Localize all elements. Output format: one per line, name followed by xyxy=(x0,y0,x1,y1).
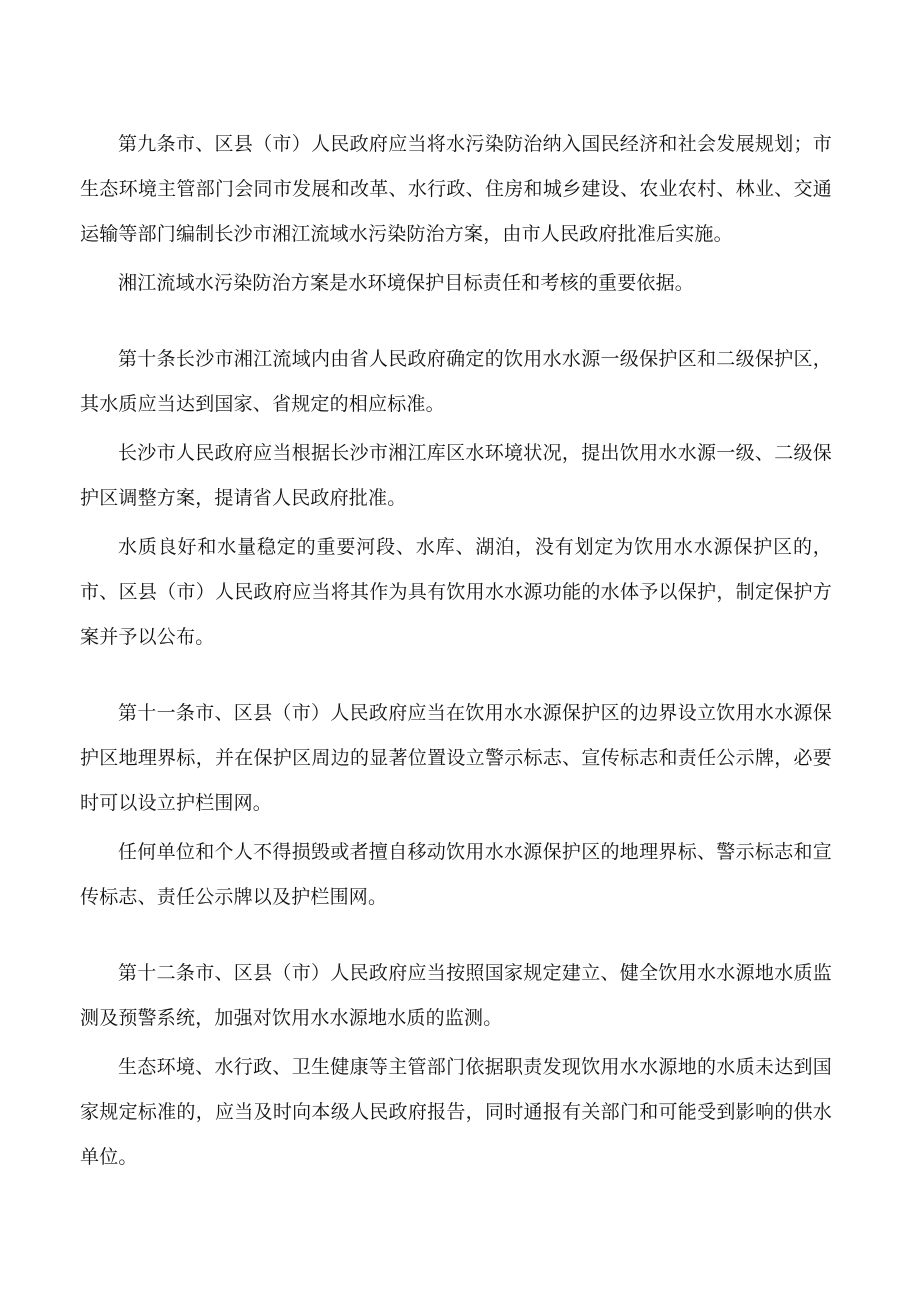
article-9-paragraph-1: 第九条市、区县（市）人民政府应当将水污染防治纳入国民经济和社会发展规划；市生态环境主管部门会同市发展和改革、水行政、住房和城乡建设、农业农村、林业、交通运输等部门编制长沙市湘江流域水污染防治方案，由市人民政府批准后实施。 xyxy=(80,133,832,245)
article-10-paragraph-3: 水质良好和水量稳定的重要河段、水库、湖泊，没有划定为饮用水水源保护区的，市、区县（市）人民政府应当将其作为具有饮用水水源功能的水体予以保护，制定保护方案并予以公布。 xyxy=(80,536,832,648)
article-12-paragraph-1: 第十二条市、区县（市）人民政府应当按照国家规定建立、健全饮用水水源地水质监测及预警系统，加强对饮用水水源地水质的监测。 xyxy=(80,962,832,1029)
document-body xyxy=(80,122,832,1180)
article-11-paragraph-1: 第十一条市、区县（市）人民政府应当在饮用水水源保护区的边界设立饮用水水源保护区地理界标，并在保护区周边的显著位置设立警示标志、宣传标志和责任公示牌，必要时可以设立护栏围网。 xyxy=(80,702,832,814)
article-11-paragraph-2: 任何单位和个人不得损毁或者擅自移动饮用水水源保护区的地理界标、警示标志和宣传标志、责任公示牌以及护栏围网。 xyxy=(80,841,832,908)
article-12-paragraph-2: 生态环境、水行政、卫生健康等主管部门依据职责发现饮用水水源地的水质未达到国家规定标准的，应当及时向本级人民政府报告，同时通报有关部门和可能受到影响的供水单位。 xyxy=(80,1056,832,1168)
article-10-paragraph-1: 第十条长沙市湘江流域内由省人民政府确定的饮用水水源一级保护区和二级保护区，其水质应当达到国家、省规定的相应标准。 xyxy=(80,348,832,415)
article-10-paragraph-2: 长沙市人民政府应当根据长沙市湘江库区水环境状况，提出饮用水水源一级、二级保护区调整方案，提请省人民政府批准。 xyxy=(80,442,832,509)
article-9-paragraph-2: 湘江流域水污染防治方案是水环境保护目标责任和考核的重要依据。 xyxy=(118,272,695,294)
